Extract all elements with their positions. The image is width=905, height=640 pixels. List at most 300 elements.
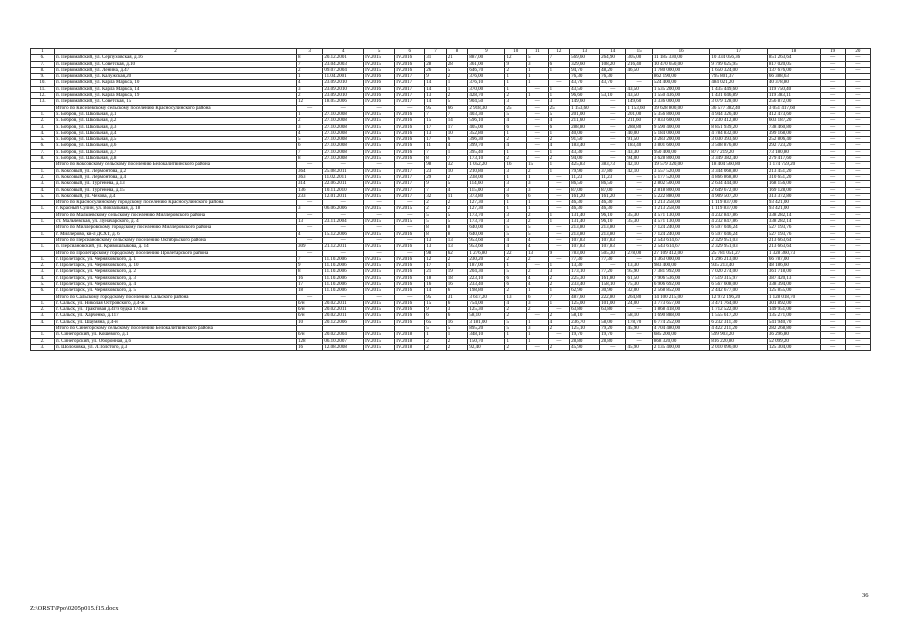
table-cell: 5 [446, 181, 468, 187]
table-cell: 5 [527, 225, 549, 231]
table-cell: — [820, 200, 845, 206]
table-cell: 3 [505, 219, 527, 225]
table-cell: 1 [548, 130, 570, 136]
table-cell: 149,60 [626, 99, 652, 105]
table-cell: 10.11.2010 [323, 187, 364, 193]
table-cell: 4 [548, 319, 570, 325]
table-cell: 43,30 [626, 149, 652, 155]
table-cell: 10. [31, 80, 55, 86]
table-cell: 5 [446, 67, 468, 73]
table-cell: 3 [548, 99, 570, 105]
table-cell: 77,30 [570, 256, 600, 262]
table-cell: 3. [31, 344, 55, 350]
table-cell: 1 [548, 67, 570, 73]
table-cell: 13 [446, 244, 468, 250]
table-cell: — [600, 99, 626, 105]
table-cell: IV.2015 [364, 281, 395, 287]
table-cell: 87,00 [570, 187, 600, 193]
table-cell: IV.2016 [364, 93, 395, 99]
table-cell: 4 [527, 244, 549, 250]
table-cell: 2 [548, 156, 570, 162]
table-cell: 3 [505, 168, 527, 174]
table-cell: 115,00 [468, 187, 505, 193]
table-cell: 63,80 [570, 307, 600, 313]
table-cell: 5 [425, 212, 447, 218]
table-cell: п. Коксовый, ул. Лермонтова, д.4 [54, 174, 296, 180]
table-cell: 125 855,00 [767, 288, 820, 294]
table-cell: 94,00 [570, 156, 600, 162]
table-cell: 1 [425, 332, 447, 338]
table-cell: — [845, 344, 870, 350]
table-cell: 1 [527, 338, 549, 344]
table-cell: 43,70 [600, 80, 626, 86]
table-cell: 851 263,64 [767, 55, 820, 61]
table-cell: 11.10.2006 [323, 281, 364, 287]
table-cell: 95 [425, 105, 447, 111]
table-cell: х. Бобров, ул. Школьная, д.6 [54, 143, 296, 149]
table-cell: IV.2018 [395, 338, 425, 344]
table-cell: п. Первомайский, ул. Карла Маркса, 19 [54, 93, 296, 99]
table-cell: 137 676,00 [767, 67, 820, 73]
column-number: 9 [468, 49, 505, 55]
table-cell: 599 903,20 [710, 332, 768, 338]
table-cell: — [845, 319, 870, 325]
table-cell: 412 473,60 [767, 111, 820, 117]
table-cell: 187,00 [468, 263, 505, 269]
table-cell: IV.2015 [364, 307, 395, 313]
table-cell: г. Красный Сулин, ул. Вокзальная, д. 18 [54, 206, 296, 212]
table-cell: 6 [505, 275, 527, 281]
table-cell: IV.2017 [395, 174, 425, 180]
table-cell: 1 052,20 [468, 162, 505, 168]
table-cell: х. Бобров, ул. Школьная, д.2 [54, 118, 296, 124]
table-cell: 4 704 480,00 [652, 326, 710, 332]
table-cell: 23.09.2010 [323, 93, 364, 99]
table-cell: 58,10 [468, 313, 505, 319]
table-cell: — [364, 237, 395, 243]
table-cell: 640,00 [468, 225, 505, 231]
table-cell: 1 128 018,70 [767, 294, 820, 300]
table-cell: 1 213 258,00 [652, 200, 710, 206]
table-cell: — [845, 86, 870, 92]
table-cell: 3 508 876,80 [710, 143, 768, 149]
table-cell: 1 [446, 80, 468, 86]
table-cell: 2 [297, 67, 323, 73]
table-cell: 6 [446, 288, 468, 294]
table-cell: п. Первомайский, ул. Карла Маркса, 10 [54, 80, 296, 86]
table-cell: IV.2015 [364, 174, 395, 180]
table-cell: 1 [297, 111, 323, 117]
table-cell: 1. [31, 244, 55, 250]
table-cell: IV.2016 [395, 275, 425, 281]
table-cell: 1 [527, 200, 549, 206]
table-cell: 13,30 [570, 263, 600, 269]
table-cell: IV.2015 [395, 206, 425, 212]
table-cell: — [527, 344, 549, 350]
table-cell: 1 [505, 86, 527, 92]
table-cell: — [323, 212, 364, 218]
table-cell: — [820, 187, 845, 193]
table-cell: 15.12.2006 [323, 231, 364, 237]
table-cell: 2 [527, 212, 549, 218]
table-cell: 16 [446, 281, 468, 287]
table-cell: — [626, 200, 652, 206]
table-cell: 816 220,80 [710, 338, 768, 344]
table-cell: IV.2016 [395, 149, 425, 155]
table-cell: 13 [425, 244, 447, 250]
table-cell: 40,00 [570, 130, 600, 136]
table-cell: 1 435 449,60 [710, 86, 768, 92]
table-cell: 5 [446, 99, 468, 105]
table-cell: 9 [505, 61, 527, 67]
table-cell: 52 099,20 [767, 338, 820, 344]
table-cell: 7 833 600,00 [652, 118, 710, 124]
table-cell: 79,90 [570, 168, 600, 174]
table-cell: 1 276,80 [468, 250, 505, 256]
table-cell: 9 799 625,95 [710, 61, 768, 67]
column-number: 2 [54, 49, 296, 55]
table-cell: — [548, 256, 570, 262]
table-cell: 36 296,80 [767, 332, 820, 338]
table-cell: 3 [505, 181, 527, 187]
table-cell: — [600, 111, 626, 117]
column-number: 16 [652, 49, 710, 55]
table-cell: 161,20 [570, 193, 600, 199]
table-cell: 27.10.2008 [323, 137, 364, 143]
table-cell: п. Первомайский, ул. Серпуховская, д.16 [54, 55, 296, 61]
table-cell: 213 663,64 [767, 244, 820, 250]
table-cell: 2 [505, 307, 527, 313]
table-cell: 10 [297, 319, 323, 325]
table-cell: IV.2016 [364, 99, 395, 105]
table-cell: 3 471 764,00 [710, 300, 768, 306]
table-cell: IV.2017 [395, 74, 425, 80]
table-cell: 2 [505, 256, 527, 262]
table-cell: 1 [446, 263, 468, 269]
page-number: 36 [862, 592, 869, 599]
table-cell: 73 180,80 [767, 149, 820, 155]
table-cell: — [820, 137, 845, 143]
table-cell: — [297, 105, 323, 111]
table-cell: — [323, 237, 364, 243]
table-cell: — [845, 263, 870, 269]
table-cell: — [600, 149, 626, 155]
table-cell: 30,90 [600, 288, 626, 294]
table-cell: 1 [548, 212, 570, 218]
table-cell: 62,90 [570, 288, 600, 294]
table-cell: 4 866 868,80 [710, 174, 768, 180]
table-cell: — [820, 219, 845, 225]
table-cell: IV.2015 [364, 219, 395, 225]
table-cell: — [527, 86, 549, 92]
table-cell: — [820, 124, 845, 130]
table-cell: — [527, 156, 549, 162]
table-cell: 5 [505, 225, 527, 231]
table-cell: 527 193,76 [767, 231, 820, 237]
table-cell: 309 [297, 244, 323, 250]
table-cell: IV.2017 [395, 80, 425, 86]
table-cell: 364 [297, 168, 323, 174]
table-cell: IV.2017 [395, 187, 425, 193]
table-cell: 1 153,60 [626, 105, 652, 111]
table-cell: Итого по Мальчевскому сельскому поселению Миллеровского района [54, 212, 296, 218]
table-cell: б/н [297, 332, 323, 338]
table-cell: 13 [425, 237, 447, 243]
table-cell: 31 [446, 294, 468, 300]
table-cell: 1 [297, 74, 323, 80]
table-cell: 8 [446, 225, 468, 231]
table-cell: 17 [446, 124, 468, 130]
table-cell: 6 [446, 300, 468, 306]
table-cell: 46,30 [600, 206, 626, 212]
table-cell: 1 [548, 86, 570, 92]
table-cell: — [845, 225, 870, 231]
table-cell: 27.10.2008 [323, 118, 364, 124]
table-cell: 76,30 [600, 74, 626, 80]
table-cell: — [323, 294, 364, 300]
column-number: 20 [845, 49, 870, 55]
table-cell: п. Коксовый, ул. Лермонтова, д.2 [54, 168, 296, 174]
table-cell: — [527, 263, 549, 269]
table-cell: — [820, 130, 845, 136]
table-cell: 3 628 800,00 [652, 156, 710, 162]
table-cell: 370,00 [468, 86, 505, 92]
table-cell: — [845, 118, 870, 124]
table-cell: 13 [425, 130, 447, 136]
table-cell: — [548, 237, 570, 243]
table-cell: 5. [31, 137, 55, 143]
table-cell: 43,70 [570, 80, 600, 86]
table-cell: 128 [297, 338, 323, 344]
table-cell: 95 [425, 294, 447, 300]
table-cell: 361,00 [468, 61, 505, 67]
table-cell: — [527, 111, 549, 117]
table-cell: 1 [548, 300, 570, 306]
table-cell: — [845, 250, 870, 256]
table-cell: 5. [31, 281, 55, 287]
table-cell: 7 [425, 187, 447, 193]
table-cell: IV.2015 [364, 269, 395, 275]
table-cell: 1 [527, 67, 549, 73]
table-cell: IV.2016 [395, 124, 425, 130]
table-cell: 10 [446, 168, 468, 174]
table-cell: 2 [527, 269, 549, 275]
table-cell: 4 [505, 244, 527, 250]
table-cell: 65 [425, 319, 447, 325]
table-cell: — [548, 206, 570, 212]
table-cell: 2 [548, 275, 570, 281]
table-cell: 18 404 560,80 [710, 162, 768, 168]
table-cell: — [395, 200, 425, 206]
table-cell: 13 [446, 237, 468, 243]
table-cell: 32 [425, 193, 447, 199]
table-cell: 23.09.2010 [323, 80, 364, 86]
table-cell: 183,40 [570, 143, 600, 149]
table-cell: IV.2015 [364, 256, 395, 262]
table-cell: 173,10 [570, 269, 600, 275]
column-number: 10 [505, 49, 527, 55]
table-cell: 107,83 [600, 244, 626, 250]
table-cell: 817 020,05 [767, 61, 820, 67]
table-cell: IV.2016 [395, 111, 425, 117]
table-cell: IV.2015 [364, 288, 395, 294]
table-cell: 3. [31, 181, 55, 187]
table-cell: — [820, 156, 845, 162]
table-cell: 107,83 [570, 244, 600, 250]
table-cell: 3. [31, 269, 55, 275]
column-number: 13 [570, 49, 600, 55]
table-cell: 487,60 [570, 294, 600, 300]
table-cell: 6 906 692,00 [652, 281, 710, 287]
table-cell: 46,30 [570, 206, 600, 212]
table-cell: 6 [505, 193, 527, 199]
table-cell: 541 940,70 [767, 319, 820, 325]
table-cell: 338 282,14 [767, 219, 820, 225]
column-number: 8 [446, 49, 468, 55]
table-cell: 46,30 [570, 200, 600, 206]
table-cell: 58,10 [570, 313, 600, 319]
table-cell: 233 [297, 193, 323, 199]
table-cell: IV.2015 [364, 111, 395, 117]
table-cell: 2 [505, 288, 527, 294]
table-cell: 95,90 [626, 269, 652, 275]
table-cell: 4 232 847,86 [710, 219, 768, 225]
table-cell: 7 124 240,00 [652, 225, 710, 231]
table-cell: 2 634 444,00 [710, 181, 768, 187]
table-cell: 211,60 [626, 118, 652, 124]
table-cell: 16 [297, 344, 323, 350]
table-cell: 3 [505, 187, 527, 193]
table-cell: IV.2015 [395, 219, 425, 225]
table-cell: 278,00 [626, 250, 652, 256]
table-cell: 225,30 [570, 275, 600, 281]
table-cell: 2 [505, 93, 527, 99]
table-cell: 5 [505, 111, 527, 117]
table-cell: 238,00 [468, 174, 505, 180]
table-cell: г. Пролетарск, ул. Черняховского, д. 2 [54, 269, 296, 275]
table-cell: 5 [527, 55, 549, 61]
table-cell: Итого по Коксовскому сельскому поселению Белокалитвинского района [54, 162, 296, 168]
table-cell: — [626, 256, 652, 262]
table-cell: 198,80 [468, 288, 505, 294]
table-cell: 37,80 [600, 168, 626, 174]
table-cell: — [845, 200, 870, 206]
table-cell: 32,00 [626, 288, 652, 294]
table-cell: 92,40 [468, 344, 505, 350]
table-cell: IV.2018 [395, 332, 425, 338]
table-cell: — [527, 313, 549, 319]
table-cell: 1 [505, 130, 527, 136]
table-cell: 264,90 [600, 55, 626, 61]
table-cell: х. Бобров, ул. Школьная, д.5 [54, 137, 296, 143]
table-cell: — [845, 99, 870, 105]
table-cell: 15 [425, 118, 447, 124]
table-cell: — [364, 294, 395, 300]
table-cell: — [364, 105, 395, 111]
table-cell: 4 232 847,86 [710, 212, 768, 218]
table-cell: IV.2016 [395, 130, 425, 136]
table-cell: 3 344 068,80 [710, 168, 768, 174]
table-cell: 25.08.2011 [323, 168, 364, 174]
table-cell: 405,00 [468, 124, 505, 130]
table-cell: — [845, 332, 870, 338]
table-cell: 27.10.2008 [323, 111, 364, 117]
table-cell: 24,00 [626, 300, 652, 306]
table-cell: — [820, 93, 845, 99]
table-cell: 21 [446, 55, 468, 61]
table-cell: IV.2016 [395, 281, 425, 287]
table-cell: IV.2017 [395, 93, 425, 99]
table-cell: 43,30 [570, 149, 600, 155]
table-row [31, 344, 871, 350]
table-cell: 862 190,00 [652, 74, 710, 80]
table-cell: 1 780 000,00 [652, 67, 710, 73]
table-cell: 201,00 [570, 111, 600, 117]
table-cell: 305,00 [626, 55, 652, 61]
table-cell: — [845, 187, 870, 193]
table-cell: х. Бобров, ул. Школьная, д.8 [54, 156, 296, 162]
table-cell: 9. [31, 74, 55, 80]
table-cell: — [820, 250, 845, 256]
table-cell: 1 [446, 149, 468, 155]
table-cell: 1 [548, 288, 570, 294]
table-cell: 4 [505, 118, 527, 124]
table-cell: 1. [31, 256, 55, 262]
table-cell: 169 128,00 [767, 187, 820, 193]
table-cell: 178,70 [626, 319, 652, 325]
table-cell: — [845, 181, 870, 187]
column-number: 6 [395, 49, 425, 55]
table-cell: 13 [505, 294, 527, 300]
table-cell: — [323, 250, 364, 256]
table-cell: 1 [548, 168, 570, 174]
table-cell: 125 304,00 [767, 344, 820, 350]
table-cell: — [626, 332, 652, 338]
table-cell: 1 [505, 338, 527, 344]
table-cell: 8 [297, 269, 323, 275]
table-cell: 17 [425, 263, 447, 269]
table-cell: IV.2015 [364, 193, 395, 199]
table-cell: 42,10 [626, 168, 652, 174]
table-cell: 363 [297, 174, 323, 180]
table-cell: 16 [297, 275, 323, 281]
table-cell: 6 [446, 137, 468, 143]
table-cell: — [626, 181, 652, 187]
table-cell: — [626, 187, 652, 193]
table-cell: — [820, 181, 845, 187]
table-cell: 1 [505, 332, 527, 338]
table-cell: 887,00 [468, 55, 505, 61]
table-cell: 119 750,40 [767, 86, 820, 92]
table-cell: 953,60 [468, 237, 505, 243]
table-cell: 14 [425, 86, 447, 92]
table-cell: 4 [446, 187, 468, 193]
table-cell: IV.2016 [395, 313, 425, 319]
table-cell: 11. [31, 86, 55, 92]
table-cell: 7 [425, 149, 447, 155]
table-cell: IV.2016 [395, 137, 425, 143]
table-cell: 1 [527, 93, 549, 99]
table-cell: IV.2015 [364, 137, 395, 143]
table-cell: — [600, 143, 626, 149]
column-number: 17 [710, 49, 768, 55]
table-cell: — [845, 281, 870, 287]
table-cell: п. Коксовый, ул. Тургенева, д.13 [54, 181, 296, 187]
table-cell: 6 [425, 313, 447, 319]
table-cell: — [820, 206, 845, 212]
table-cell: 484 021,20 [710, 80, 768, 86]
housing-table [30, 48, 871, 351]
